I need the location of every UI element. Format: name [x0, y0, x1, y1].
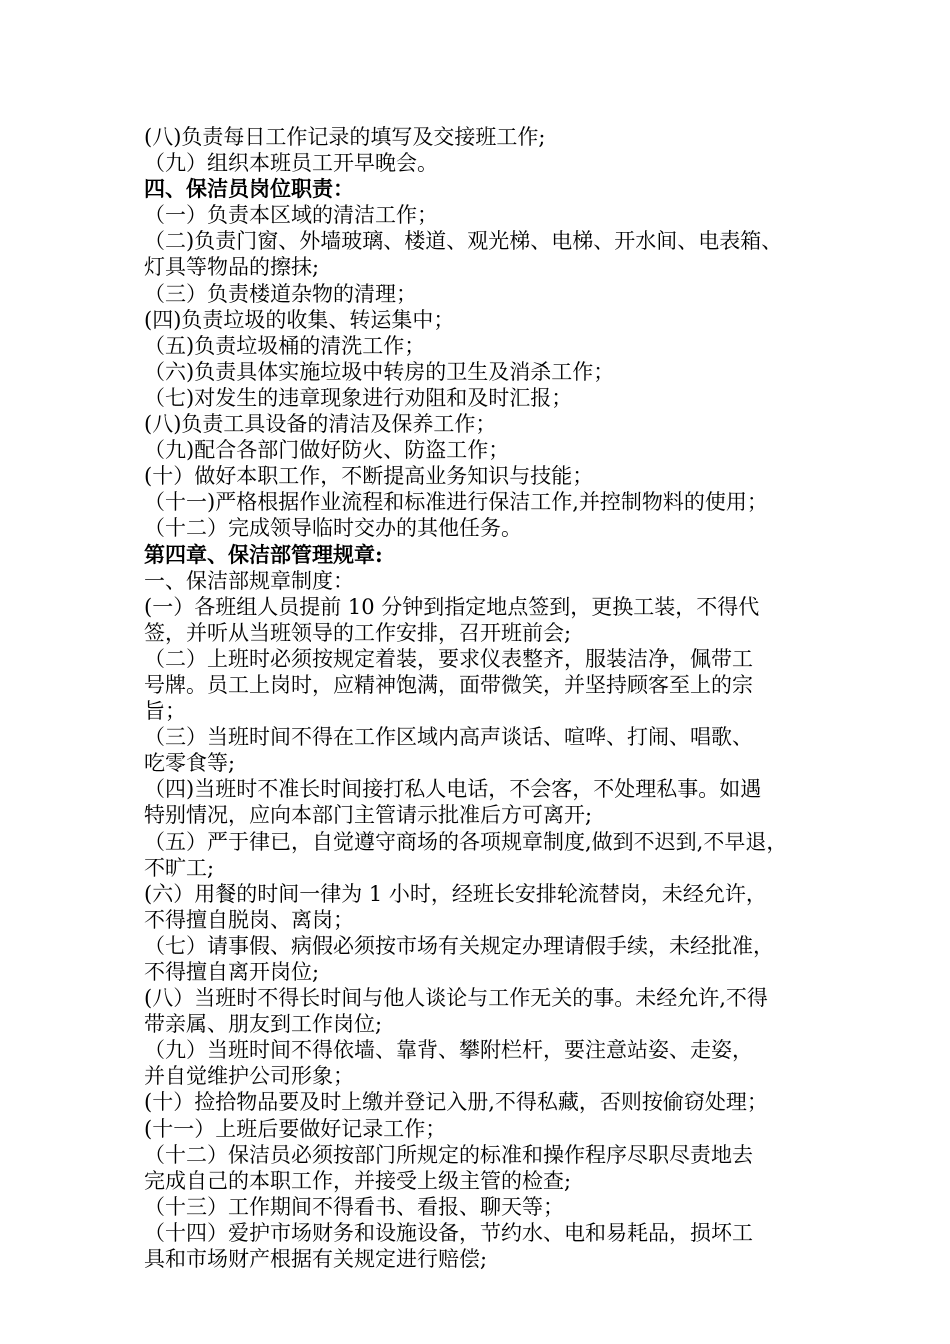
text-line: （十四）爱护市场财务和设施设备，节约水、电和易耗品，损坏工: [144, 1220, 753, 1245]
text-line: （七)对发生的违章现象进行劝阻和及时汇报；: [144, 385, 573, 410]
text-line: （四)当班时不准长时间接打私人电话，不会客，不处理私事。如遇: [144, 777, 762, 802]
text-line: （十二）保洁员必须按部门所规定的标准和操作程序尽职尽责地去: [144, 1142, 753, 1167]
text-line: （十三）工作期间不得看书、看报、聊天等；: [144, 1194, 564, 1219]
subsection-title: 一、保洁部规章制度：: [144, 568, 354, 593]
text-line: 吃零食等;: [144, 751, 236, 776]
text-line: （三）负责楼道杂物的清理；: [144, 281, 417, 306]
text-line: (八)负责工具设备的清洁及保养工作；: [144, 412, 497, 437]
text-line: 特别情况，应向本部门主管请示批准后方可离开;: [144, 803, 593, 828]
text-line: (十）捡拾物品要及时上缴并登记入册,不得私藏，否则按偷窃处理；: [144, 1090, 768, 1115]
text-line: （五）严于律已，自觉遵守商场的各项规章制度,做到不迟到,不早退，: [144, 829, 788, 854]
text-line: （九）当班时间不得依墙、靠背、攀附栏杆，要注意站姿、走姿，: [144, 1038, 753, 1063]
text-line: 灯具等物品的擦抹;: [144, 255, 320, 280]
text-line: 并自觉维护公司形象；: [144, 1064, 354, 1089]
text-line: （九)配合各部门做好防火、防盗工作；: [144, 438, 510, 463]
text-line: (八)负责每日工作记录的填写及交接班工作;: [144, 125, 546, 149]
text-line: （二）上班时必须按规定着装，要求仪表整齐，服装洁净，佩带工: [144, 646, 753, 671]
text-line: 签，并听从当班领导的工作安排，召开班前会;: [144, 620, 572, 645]
text-line: 号牌。员工上岗时，应精神饱满，面带微笑，并坚持顾客至上的宗: [144, 672, 753, 697]
text-line: (十一）上班后要做好记录工作；: [144, 1116, 447, 1141]
text-line: 不得擅自离开岗位;: [144, 960, 320, 984]
text-line: （五)负责垃圾桶的清洗工作；: [144, 333, 426, 358]
text-line: （七）请事假、病假必须按市场有关规定办理请假手续，未经批准，: [144, 933, 774, 958]
text-line: （二)负责门窗、外墙玻璃、楼道、观光梯、电梯、开水间、电表箱、: [144, 229, 783, 254]
text-line: 具和市场财产根据有关规定进行赔偿;: [144, 1247, 488, 1272]
text-line: 旨；: [144, 699, 186, 724]
document-page: [144, 124, 834, 1272]
text-line: 带亲属、朋友到工作岗位;: [144, 1012, 383, 1037]
chapter-heading: 第四章、保洁部管理规章:: [144, 541, 383, 567]
text-line: 不得擅自脱岗、离岗；: [144, 907, 354, 932]
text-line: 不旷工;: [144, 855, 215, 880]
text-line: (六）用餐的时间一律为 1 小时，经班长安排轮流替岗，未经允许，: [144, 881, 767, 906]
text-line: (八）当班时不得长时间与他人谈论与工作无关的事。未经允许,不得: [144, 986, 768, 1011]
section-heading: 四、保洁员岗位职责：: [144, 176, 354, 202]
text-line: （九）组织本班员工开早晚会。: [144, 151, 438, 176]
text-line: （一）负责本区域的清洁工作；: [144, 203, 438, 228]
text-line: （十一)严格根据作业流程和标准进行保洁工作,并控制物料的使用；: [144, 490, 768, 515]
text-line: （十二）完成领导临时交办的其他任务。: [144, 516, 522, 541]
text-line: （三）当班时间不得在工作区域内高声谈话、喧哗、打闹、唱歌、: [144, 725, 753, 750]
text-line: (一）各班组人员提前 10 分钟到指定地点签到，更换工装，不得代: [144, 594, 760, 619]
text-line: （六)负责具体实施垃圾中转房的卫生及消杀工作；: [144, 359, 615, 384]
text-line: (四)负责垃圾的收集、转运集中；: [144, 307, 455, 332]
text-line: 完成自己的本职工作，并接受上级主管的检查;: [144, 1168, 572, 1193]
text-line: (十）做好本职工作，不断提高业务知识与技能；: [144, 464, 594, 489]
